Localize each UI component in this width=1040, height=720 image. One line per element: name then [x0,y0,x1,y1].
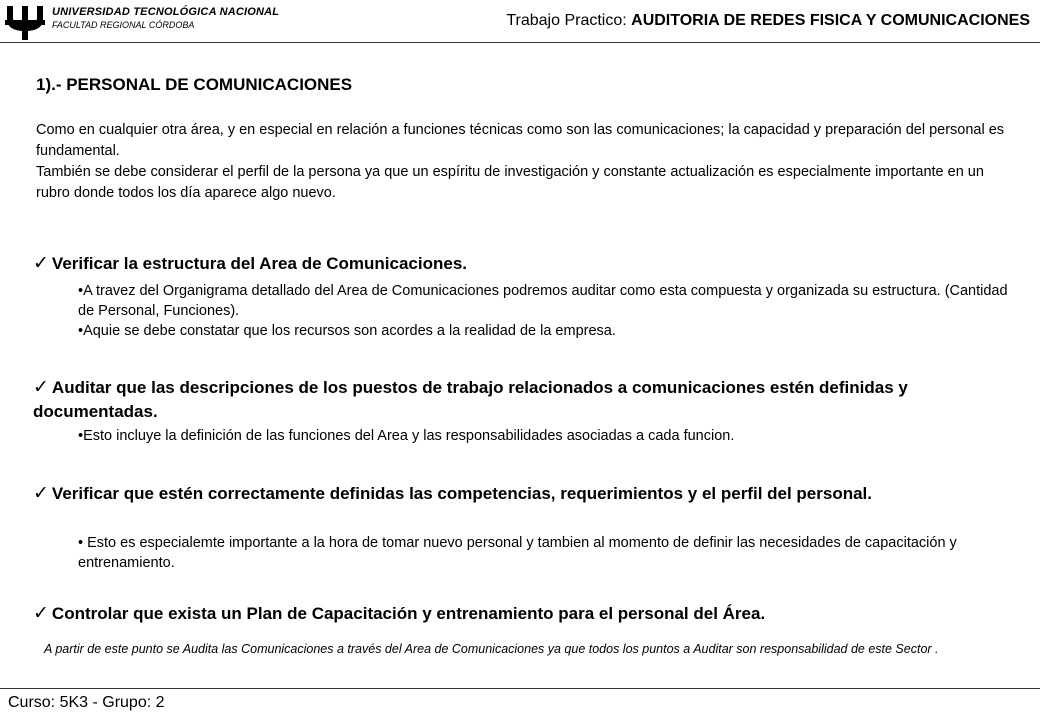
section-title: 1).- PERSONAL DE COMUNICACIONES [36,75,353,94]
university-name: UNIVERSIDAD TECNOLÓGICA NACIONAL [52,6,280,18]
check-heading [33,376,1023,424]
intro-paragraph: Como en cualquier otra área, y en especial en relación a funciones técnicas como son las comunicaciones; la capacidad y preparación del personal es fundamental. [36,122,1005,159]
course-info: Curso: 5K3 - Grupo: 2 [8,694,165,711]
bullet-list [78,426,1018,446]
check-heading [33,252,1023,276]
note-text: A partir de este punto se Audita las Comunicaciones a través del Area de Comunicaciones ya que todos los puntos a Auditar son responsabilidad de este Sector . [44,642,939,656]
bullet-item: •A travez del Organigrama detallado del Area de Comunicaciones podremos auditar como esta compuesta y organizada su estructura. (Cantidad de Personal, Funciones). [78,283,1008,319]
bullet-item: • Esto es especialemte importante a la hora de tomar nuevo personal y tambien al momento de definir las necesidades de capacitación y entrenamiento. [78,535,957,571]
utn-logo-icon [5,6,45,40]
bullet-list [78,281,1018,341]
header-divider [0,42,1040,43]
document-title-prefix: Trabajo Practico: [506,12,632,29]
check-heading [33,602,1023,626]
footer-divider [0,688,1040,689]
checkmark-icon: ✓ [33,253,49,274]
document-title [506,12,1030,30]
intro-text [36,120,1021,204]
checkmark-icon: ✓ [33,377,49,398]
check-heading-text: Controlar que exista un Plan de Capacitación y entrenamiento para el personal del Área. [51,604,766,623]
check-heading-text: Auditar que las descripciones de los puestos de trabajo relacionados a comunicaciones estén definidas y documentadas. [33,378,908,421]
document-title-subject: AUDITORIA DE REDES FISICA Y COMUNICACIONES [631,12,1030,29]
check-heading-text: Verificar la estructura del Area de Comunicaciones. [51,254,468,273]
faculty-name: FACULTAD REGIONAL CÓRDOBA [52,20,195,30]
check-heading [33,482,1023,506]
intro-paragraph: También se debe considerar el perfil de la persona ya que un espíritu de investigación y constante actualización es especialmente importante en un rubro donde todos los día aparece algo nuevo. [36,164,984,201]
checkmark-icon: ✓ [33,603,49,624]
bullet-item: •Esto incluye la definición de las funciones del Area y las responsabilidades asociadas a cada funcion. [78,428,735,444]
bullet-list [78,533,1018,573]
check-heading-text: Verificar que estén correctamente definidas las competencias, requerimientos y el perfil del personal. [51,484,873,503]
checkmark-icon: ✓ [33,483,49,504]
bullet-item: •Aquie se debe constatar que los recursos son acordes a la realidad de la empresa. [78,323,616,339]
